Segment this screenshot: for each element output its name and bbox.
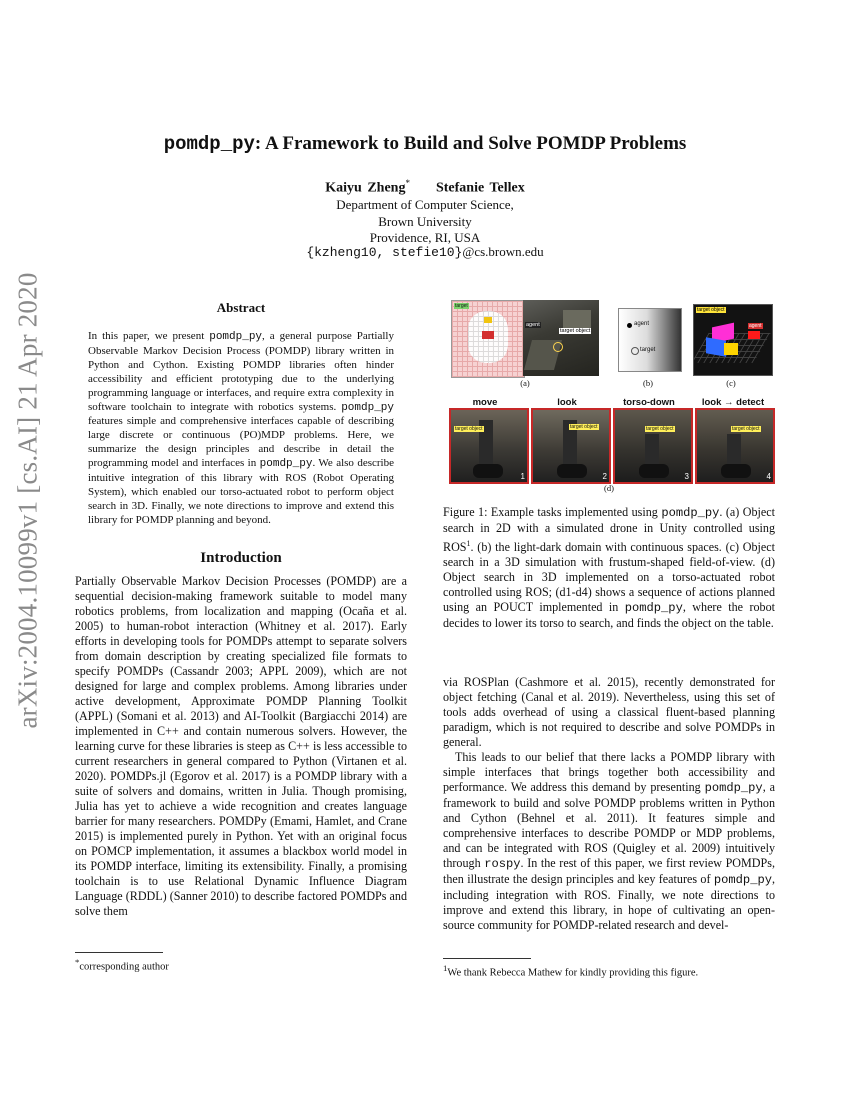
emails-code: {kzheng10, stefie10} <box>306 245 463 260</box>
panel-b-agent-label: agent <box>634 321 650 327</box>
body-code: pomdp_py <box>713 873 772 887</box>
body-code: rospy <box>484 857 521 871</box>
caption-text: , where the robot decides to lower its torso to search, and finds the object on the table. <box>443 600 775 631</box>
robot-1-number: 1 <box>520 472 525 481</box>
abstract-text: , a general purpose Partially Observable Markov Decision Process (POMDP) library written in Python and Cython. Existing POMDP libraries often hinder accessibility and efficient prototyping due to the underlying programming language or interfaces, and require extra complexity in software toolchain to integrate with robotics systems. <box>88 330 394 413</box>
affiliation <box>0 197 850 247</box>
caption-code: pomdp_py <box>661 506 720 520</box>
panel-c-agent-label: agent <box>749 323 762 329</box>
robot-2-number: 2 <box>602 472 607 481</box>
robot-frame-4 <box>695 408 775 484</box>
introduction-body <box>75 574 407 919</box>
step-label-move: move <box>472 397 498 408</box>
body-text: . In the rest of this paper, we first review POMDPs, then illustrate the design principles and key features of <box>443 856 775 886</box>
footnote-text: corresponding author <box>79 961 169 973</box>
title-text: : A Framework to Build and Solve POMDP Problems <box>254 133 687 154</box>
arxiv-stamp <box>8 271 48 729</box>
body-paragraph-2 <box>443 750 775 933</box>
sublabel-a: (a) <box>520 378 530 388</box>
step-label-torso-down: torso-down <box>623 397 675 408</box>
footnote-rule <box>443 958 531 959</box>
paper-title <box>0 133 850 155</box>
robot-frame-2 <box>531 408 611 484</box>
arxiv-identifier: arXiv:2004.10099v1 [cs.AI] 21 Apr 2020 <box>12 271 43 729</box>
step-label-look-detect: look → detect <box>701 397 765 408</box>
panel-a-target-label: target object <box>560 328 591 334</box>
author-list <box>0 178 850 197</box>
footnote-text: We thank Rebecca Mathew for kindly providing this figure. <box>447 967 699 979</box>
author-1: Kaiyu Zheng <box>325 180 406 196</box>
abstract-code: pomdp_py <box>209 331 263 343</box>
abstract-code: pomdp_py <box>341 401 394 414</box>
author-1-mark: * <box>405 178 410 188</box>
robot-frame-3 <box>613 408 693 484</box>
robot-2-overlay: target object <box>570 424 598 430</box>
robot-4-number: 4 <box>766 472 771 481</box>
robot-3-number: 3 <box>684 472 689 481</box>
abstract-code: pomdp_py <box>259 458 313 471</box>
abstract-text: features simple and comprehensive interfaces capable of describing large discrete or continuous (PO)MDP problems. Here, we summarize the design principles and describe in detail the programming model and interfaces in <box>88 415 394 470</box>
footnote-right <box>443 958 775 979</box>
introduction-heading: Introduction <box>200 549 282 566</box>
abstract-text: In this paper, we present <box>88 330 210 342</box>
robot-4-overlay: target object <box>732 426 760 432</box>
abstract-text: . We also describe intuitive integration of this library with ROS (Robot Operating System), which enabled our torso-actuated robot to perform object search in 3D. Finally, we note directions to improve and extend this library for POMDP planning and beyond. <box>88 457 394 526</box>
panel-b-target-label: target <box>640 347 656 353</box>
body-paragraph-1: via ROSPlan (Cashmore et al. 2015), recently demonstrated for object fetching (Canal et al. 2019). Nevertheless, using this set of tools adds overhead of using a classical fluent-based planning paradigm, which is not required to describe and solve POMDPs in general. <box>443 675 775 749</box>
footnote-mark: 1 <box>443 963 448 973</box>
panel-a-agent-label: agent <box>526 322 540 328</box>
body-text: , including integration with ROS. Finally, we note directions to improve and extend this library, in hope of cultivating an open-source community for POMDP-related research and devel- <box>443 872 775 932</box>
abstract-heading: Abstract <box>216 300 266 315</box>
caption-text: . (a) Object search in 2D with a simulated drone in Unity controlled using ROS <box>443 505 775 555</box>
footnote-rule <box>75 952 163 953</box>
body-code: pomdp_py <box>704 781 763 795</box>
caption-footnote-mark: 1 <box>466 539 471 548</box>
robot-frame-1 <box>449 408 529 484</box>
author-emails <box>0 244 850 260</box>
introduction-paragraph: Partially Observable Markov Decision Processes (POMDP) are a sequential decision-making framework suitable to model many robotics problems, from localization and mapping (Ocaña et al. 2005) to human-robot interaction (Whitney et al. 2017). Early efforts in developing tools for POMDPs attempt to separate solvers from domain description by creating specialized file formats to specify POMDPs (Cassandr 2003; APPL 2009), which are not designed for large and complex problems. Among libraries under active development, Approximate POMDP Planning Toolkit (APPL) (Somani et al. 2013) and AI-Toolkit (Bargiacchi 2014) are implemented in C++ and contain numerous solvers. However, the learning curve for these libraries is steep as C++ is less accessible to current researchers in general compared to Python (Virtanen et al. 2020). POMDPs.jl (Egorov et al. 2017) is a POMDP library with a suite of solvers and domains, written in Julia. Though promising, Julia has yet to achieve a wide recognition and creates language barrier for many researchers. POMDPy (Emami, Hamlet, and Crane 2015) is implemented purely in Python. Yet with an original focus on POMCP implementation, it assumes a blackbox world model in its POMDP interface, limiting its extensibility. Finally, a promising toolchain is to use Relational Dynamic Influence Diagram Language (RDDL) (Sanner 2010) to describe factored POMDPs and solve them <box>75 573 407 918</box>
caption-text: . (b) the light-dark domain with continuous spaces. (c) Object search in a 3D simulation with frustum-shaped field-of-view. (d) Object search in 3D implemented on a torso-actuated robot controlled using ROS; (d1-d4) shows a sequence of actions planned using an POUCT implemented in <box>443 540 775 615</box>
caption-text: Figure 1: Example tasks implemented using <box>443 505 662 519</box>
panel-a-map <box>451 300 525 378</box>
sublabel-c: (c) <box>726 378 736 388</box>
right-column-body <box>443 675 775 933</box>
panel-c-target-label: target object <box>697 307 725 313</box>
body-text: This leads to our belief that there lacks a POMDP library with simple interfaces that brings together both accessibility and performance. We address this demand by presenting <box>443 750 775 794</box>
footnote-left <box>75 952 405 973</box>
affiliation-univ: Brown University <box>378 213 472 229</box>
step-label-look: look <box>557 397 577 408</box>
caption-code: pomdp_py <box>624 601 683 616</box>
abstract-body <box>88 330 394 528</box>
robot-3-overlay: target object <box>646 426 674 432</box>
body-text: , a framework to build and solve POMDP problems written in Python and Cython (Behnel et al. 2011). It features simple and comprehensive interfaces to describe POMDP or MDP problems, and can be integrated with ROS (Quigley et al. 2009) intuitively through <box>443 780 775 870</box>
author-2: Stefanie Tellex <box>435 180 525 196</box>
footnote-mark: * <box>75 957 80 967</box>
figure-1 <box>443 300 775 500</box>
sublabel-b: (b) <box>643 378 653 388</box>
figure-1-caption <box>443 505 775 631</box>
emails-domain: @cs.brown.edu <box>462 244 544 259</box>
robot-1-overlay: target object <box>455 426 483 432</box>
panel-c-3d <box>693 304 773 376</box>
panel-b-lightdark <box>618 308 682 372</box>
panel-a-map-label: target <box>455 303 468 309</box>
left-column <box>75 300 407 919</box>
affiliation-location: Providence, RI, USA <box>369 230 481 245</box>
title-code: pomdp_py <box>163 133 255 155</box>
panel-a-scene <box>523 300 599 376</box>
affiliation-dept: Department of Computer Science, <box>336 197 514 212</box>
sublabel-d: (d) <box>604 483 614 493</box>
